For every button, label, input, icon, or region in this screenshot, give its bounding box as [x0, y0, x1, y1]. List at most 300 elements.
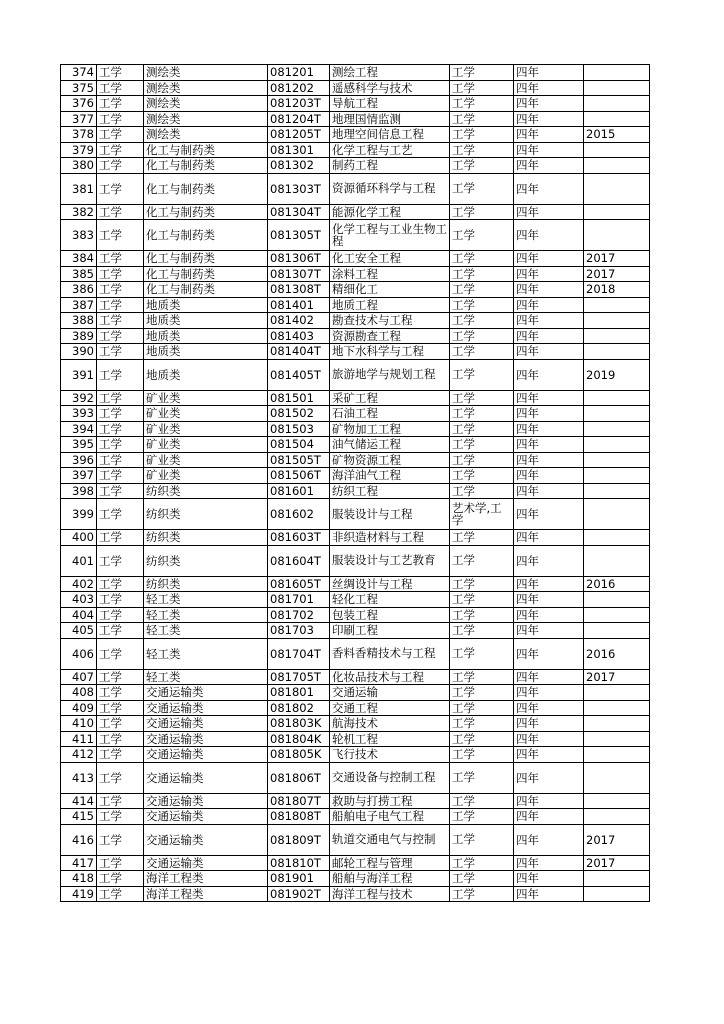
cell-category: 海洋工程类: [144, 886, 268, 902]
cell-seq-no: 390: [61, 344, 97, 360]
cell-year-added: [584, 220, 650, 251]
cell-category: 海洋工程类: [144, 871, 268, 887]
cell-duration: 四年: [514, 623, 584, 639]
cell-year-added: [584, 731, 650, 747]
table-row: [61, 220, 650, 251]
cell-major-code: 081501: [268, 390, 330, 406]
cell-category: 测绘类: [144, 111, 268, 127]
cell-category: 化工与制药类: [144, 158, 268, 174]
table-row: [61, 421, 650, 437]
table-row: [61, 111, 650, 127]
cell-major-code: 081304T: [268, 204, 330, 220]
cell-seq-no: 416: [61, 824, 97, 855]
cell-discipline: 工学: [97, 96, 144, 112]
cell-major-code: 081604T: [268, 545, 330, 576]
cell-seq-no: 405: [61, 623, 97, 639]
cell-degree: 工学: [450, 747, 514, 763]
cell-year-added: [584, 700, 650, 716]
cell-seq-no: 408: [61, 685, 97, 701]
cell-seq-no: 385: [61, 266, 97, 282]
cell-major-code: 081502: [268, 406, 330, 422]
cell-discipline: 工学: [97, 886, 144, 902]
cell-duration: 四年: [514, 809, 584, 825]
table-body: [61, 65, 650, 902]
cell-major-name: 丝绸设计与工程: [330, 576, 450, 592]
cell-discipline: 工学: [97, 530, 144, 546]
cell-seq-no: 413: [61, 762, 97, 793]
cell-major-name: 香料香精技术与工程: [330, 638, 450, 669]
cell-degree: 工学: [450, 685, 514, 701]
cell-major-name: 化学工程与工艺: [330, 142, 450, 158]
cell-degree: 工学: [450, 483, 514, 499]
cell-category: 轻工类: [144, 623, 268, 639]
cell-major-name: 矿物加工工程: [330, 421, 450, 437]
cell-major-name: 印刷工程: [330, 623, 450, 639]
cell-duration: 四年: [514, 762, 584, 793]
cell-seq-no: 414: [61, 793, 97, 809]
cell-category: 化工与制药类: [144, 142, 268, 158]
cell-year-added: [584, 142, 650, 158]
cell-seq-no: 384: [61, 251, 97, 267]
cell-major-name: 救助与打捞工程: [330, 793, 450, 809]
cell-seq-no: 404: [61, 607, 97, 623]
cell-major-code: 081806T: [268, 762, 330, 793]
table-row: [61, 809, 650, 825]
cell-degree: 工学: [450, 390, 514, 406]
cell-category: 化工与制药类: [144, 282, 268, 298]
cell-discipline: 工学: [97, 623, 144, 639]
cell-discipline: 工学: [97, 855, 144, 871]
cell-degree: 工学: [450, 359, 514, 390]
cell-year-added: 2017: [584, 251, 650, 267]
cell-major-name: 非织造材料与工程: [330, 530, 450, 546]
cell-major-code: 081301: [268, 142, 330, 158]
cell-category: 地质类: [144, 359, 268, 390]
cell-degree: 工学: [450, 328, 514, 344]
cell-major-code: 081307T: [268, 266, 330, 282]
cell-degree: 工学: [450, 592, 514, 608]
cell-degree: 工学: [450, 886, 514, 902]
cell-seq-no: 387: [61, 297, 97, 313]
cell-degree: 工学: [450, 204, 514, 220]
cell-degree: 工学: [450, 344, 514, 360]
table-row: [61, 685, 650, 701]
cell-seq-no: 379: [61, 142, 97, 158]
table-row: [61, 437, 650, 453]
cell-major-code: 081702: [268, 607, 330, 623]
cell-discipline: 工学: [97, 793, 144, 809]
cell-duration: 四年: [514, 685, 584, 701]
cell-major-code: 081603T: [268, 530, 330, 546]
table-row: [61, 282, 650, 298]
cell-major-code: 081403: [268, 328, 330, 344]
cell-discipline: 工学: [97, 344, 144, 360]
table-row: [61, 96, 650, 112]
cell-major-code: 081303T: [268, 173, 330, 204]
cell-major-name: 邮轮工程与管理: [330, 855, 450, 871]
cell-major-code: 081401: [268, 297, 330, 313]
cell-seq-no: 401: [61, 545, 97, 576]
cell-degree: 工学: [450, 468, 514, 484]
cell-seq-no: 410: [61, 716, 97, 732]
cell-seq-no: 393: [61, 406, 97, 422]
cell-discipline: 工学: [97, 499, 144, 530]
cell-year-added: [584, 886, 650, 902]
cell-category: 轻工类: [144, 638, 268, 669]
cell-discipline: 工学: [97, 266, 144, 282]
cell-degree: 工学: [450, 80, 514, 96]
cell-major-code: 081703: [268, 623, 330, 639]
cell-category: 交通运输类: [144, 824, 268, 855]
cell-major-code: 081203T: [268, 96, 330, 112]
cell-degree: 工学: [450, 173, 514, 204]
table-row: [61, 855, 650, 871]
cell-duration: 四年: [514, 824, 584, 855]
cell-seq-no: 412: [61, 747, 97, 763]
cell-degree: 工学: [450, 607, 514, 623]
cell-year-added: [584, 158, 650, 174]
cell-seq-no: 411: [61, 731, 97, 747]
cell-year-added: [584, 747, 650, 763]
table-row: [61, 359, 650, 390]
cell-seq-no: 397: [61, 468, 97, 484]
cell-year-added: [584, 297, 650, 313]
cell-duration: 四年: [514, 328, 584, 344]
cell-major-code: 081202: [268, 80, 330, 96]
cell-degree: 工学: [450, 452, 514, 468]
table-row: [61, 607, 650, 623]
table-row: [61, 623, 650, 639]
cell-seq-no: 419: [61, 886, 97, 902]
cell-category: 化工与制药类: [144, 266, 268, 282]
cell-duration: 四年: [514, 142, 584, 158]
cell-degree: 工学: [450, 142, 514, 158]
cell-duration: 四年: [514, 313, 584, 329]
cell-seq-no: 395: [61, 437, 97, 453]
cell-seq-no: 396: [61, 452, 97, 468]
cell-major-name: 地下水科学与工程: [330, 344, 450, 360]
cell-category: 交通运输类: [144, 747, 268, 763]
cell-category: 矿业类: [144, 406, 268, 422]
cell-year-added: [584, 452, 650, 468]
cell-major-name: 制药工程: [330, 158, 450, 174]
cell-major-code: 081404T: [268, 344, 330, 360]
cell-duration: 四年: [514, 468, 584, 484]
cell-seq-no: 382: [61, 204, 97, 220]
cell-duration: 四年: [514, 406, 584, 422]
cell-degree: 工学: [450, 437, 514, 453]
cell-degree: 工学: [450, 545, 514, 576]
cell-major-name: 涂料工程: [330, 266, 450, 282]
cell-category: 化工与制药类: [144, 173, 268, 204]
cell-duration: 四年: [514, 127, 584, 143]
cell-discipline: 工学: [97, 251, 144, 267]
cell-major-code: 081205T: [268, 127, 330, 143]
cell-year-added: [584, 421, 650, 437]
cell-major-name: 航海技术: [330, 716, 450, 732]
table-row: [61, 871, 650, 887]
cell-major-name: 矿物资源工程: [330, 452, 450, 468]
cell-seq-no: 394: [61, 421, 97, 437]
cell-duration: 四年: [514, 530, 584, 546]
cell-category: 纺织类: [144, 483, 268, 499]
cell-duration: 四年: [514, 576, 584, 592]
cell-degree: 工学: [450, 669, 514, 685]
cell-duration: 四年: [514, 483, 584, 499]
cell-category: 交通运输类: [144, 716, 268, 732]
cell-seq-no: 378: [61, 127, 97, 143]
cell-degree: 工学: [450, 638, 514, 669]
cell-year-added: [584, 344, 650, 360]
cell-duration: 四年: [514, 251, 584, 267]
cell-major-code: 081802: [268, 700, 330, 716]
cell-year-added: [584, 809, 650, 825]
table-row: [61, 452, 650, 468]
cell-discipline: 工学: [97, 328, 144, 344]
cell-duration: 四年: [514, 390, 584, 406]
cell-category: 轻工类: [144, 607, 268, 623]
table-row: [61, 592, 650, 608]
cell-duration: 四年: [514, 344, 584, 360]
cell-seq-no: 409: [61, 700, 97, 716]
cell-major-code: 081807T: [268, 793, 330, 809]
table-row: [61, 716, 650, 732]
cell-category: 交通运输类: [144, 762, 268, 793]
table-row: [61, 328, 650, 344]
cell-discipline: 工学: [97, 359, 144, 390]
table-row: [61, 576, 650, 592]
cell-category: 测绘类: [144, 127, 268, 143]
cell-seq-no: 374: [61, 65, 97, 81]
cell-duration: 四年: [514, 359, 584, 390]
cell-major-code: 081704T: [268, 638, 330, 669]
cell-degree: 艺术学,工学: [450, 499, 514, 530]
cell-category: 矿业类: [144, 390, 268, 406]
cell-discipline: 工学: [97, 638, 144, 669]
cell-degree: 工学: [450, 809, 514, 825]
cell-seq-no: 381: [61, 173, 97, 204]
cell-major-code: 081506T: [268, 468, 330, 484]
cell-major-name: 采矿工程: [330, 390, 450, 406]
cell-discipline: 工学: [97, 282, 144, 298]
cell-seq-no: 417: [61, 855, 97, 871]
cell-degree: 工学: [450, 793, 514, 809]
cell-major-name: 交通设备与控制工程: [330, 762, 450, 793]
cell-major-name: 交通工程: [330, 700, 450, 716]
cell-discipline: 工学: [97, 390, 144, 406]
cell-major-name: 资源勘查工程: [330, 328, 450, 344]
cell-degree: 工学: [450, 65, 514, 81]
cell-seq-no: 383: [61, 220, 97, 251]
cell-discipline: 工学: [97, 452, 144, 468]
cell-year-added: [584, 623, 650, 639]
cell-seq-no: 398: [61, 483, 97, 499]
cell-degree: 工学: [450, 127, 514, 143]
cell-seq-no: 392: [61, 390, 97, 406]
major-catalog-table: [60, 64, 650, 902]
cell-major-name: 精细化工: [330, 282, 450, 298]
cell-discipline: 工学: [97, 142, 144, 158]
cell-seq-no: 399: [61, 499, 97, 530]
table-row: [61, 731, 650, 747]
cell-major-code: 081810T: [268, 855, 330, 871]
cell-year-added: 2017: [584, 266, 650, 282]
cell-major-name: 服装设计与工程: [330, 499, 450, 530]
cell-discipline: 工学: [97, 576, 144, 592]
cell-major-name: 地质工程: [330, 297, 450, 313]
cell-discipline: 工学: [97, 80, 144, 96]
cell-major-name: 旅游地学与规划工程: [330, 359, 450, 390]
cell-year-added: [584, 111, 650, 127]
cell-discipline: 工学: [97, 406, 144, 422]
cell-discipline: 工学: [97, 204, 144, 220]
cell-category: 矿业类: [144, 468, 268, 484]
cell-category: 交通运输类: [144, 685, 268, 701]
cell-duration: 四年: [514, 421, 584, 437]
cell-degree: 工学: [450, 530, 514, 546]
cell-year-added: [584, 871, 650, 887]
cell-discipline: 工学: [97, 747, 144, 763]
cell-seq-no: 380: [61, 158, 97, 174]
cell-duration: 四年: [514, 871, 584, 887]
cell-major-code: 081602: [268, 499, 330, 530]
cell-major-code: 081405T: [268, 359, 330, 390]
cell-discipline: 工学: [97, 545, 144, 576]
cell-major-name: 轻化工程: [330, 592, 450, 608]
table-row: [61, 886, 650, 902]
cell-seq-no: 402: [61, 576, 97, 592]
table-row: [61, 142, 650, 158]
cell-major-name: 海洋油气工程: [330, 468, 450, 484]
cell-seq-no: 391: [61, 359, 97, 390]
cell-discipline: 工学: [97, 220, 144, 251]
cell-category: 化工与制药类: [144, 220, 268, 251]
table-row: [61, 747, 650, 763]
cell-duration: 四年: [514, 886, 584, 902]
table-row: [61, 80, 650, 96]
cell-degree: 工学: [450, 282, 514, 298]
cell-duration: 四年: [514, 607, 584, 623]
cell-degree: 工学: [450, 731, 514, 747]
cell-discipline: 工学: [97, 483, 144, 499]
table-row: [61, 762, 650, 793]
cell-duration: 四年: [514, 669, 584, 685]
cell-year-added: 2018: [584, 282, 650, 298]
cell-major-code: 081308T: [268, 282, 330, 298]
cell-discipline: 工学: [97, 297, 144, 313]
table-row: [61, 65, 650, 81]
cell-discipline: 工学: [97, 607, 144, 623]
table-row: [61, 266, 650, 282]
cell-year-added: [584, 530, 650, 546]
cell-major-name: 海洋工程与技术: [330, 886, 450, 902]
cell-duration: 四年: [514, 499, 584, 530]
cell-major-code: 081901: [268, 871, 330, 887]
cell-category: 测绘类: [144, 65, 268, 81]
cell-duration: 四年: [514, 96, 584, 112]
cell-major-name: 船舶电子电气工程: [330, 809, 450, 825]
cell-duration: 四年: [514, 747, 584, 763]
cell-major-name: 飞行技术: [330, 747, 450, 763]
cell-category: 测绘类: [144, 80, 268, 96]
cell-year-added: 2017: [584, 855, 650, 871]
cell-duration: 四年: [514, 700, 584, 716]
cell-major-name: 纺织工程: [330, 483, 450, 499]
cell-year-added: 2017: [584, 824, 650, 855]
cell-major-code: 081402: [268, 313, 330, 329]
cell-major-code: 081201: [268, 65, 330, 81]
cell-duration: 四年: [514, 65, 584, 81]
cell-degree: 工学: [450, 871, 514, 887]
cell-seq-no: 375: [61, 80, 97, 96]
cell-category: 矿业类: [144, 452, 268, 468]
cell-category: 地质类: [144, 297, 268, 313]
cell-year-added: 2019: [584, 359, 650, 390]
cell-degree: 工学: [450, 406, 514, 422]
table-row: [61, 483, 650, 499]
cell-major-name: 遥感科学与技术: [330, 80, 450, 96]
cell-discipline: 工学: [97, 421, 144, 437]
cell-category: 交通运输类: [144, 809, 268, 825]
cell-category: 地质类: [144, 328, 268, 344]
cell-major-name: 勘查技术与工程: [330, 313, 450, 329]
cell-discipline: 工学: [97, 700, 144, 716]
cell-degree: 工学: [450, 251, 514, 267]
cell-category: 矿业类: [144, 421, 268, 437]
cell-seq-no: 386: [61, 282, 97, 298]
cell-degree: 工学: [450, 158, 514, 174]
cell-year-added: [584, 592, 650, 608]
cell-duration: 四年: [514, 545, 584, 576]
cell-category: 轻工类: [144, 669, 268, 685]
table-row: [61, 204, 650, 220]
cell-seq-no: 415: [61, 809, 97, 825]
cell-degree: 工学: [450, 96, 514, 112]
cell-category: 化工与制药类: [144, 204, 268, 220]
cell-major-code: 081701: [268, 592, 330, 608]
table-row: [61, 530, 650, 546]
table-row: [61, 390, 650, 406]
cell-degree: 工学: [450, 824, 514, 855]
cell-year-added: [584, 685, 650, 701]
cell-major-name: 轨道交通电气与控制: [330, 824, 450, 855]
cell-discipline: 工学: [97, 127, 144, 143]
cell-category: 矿业类: [144, 437, 268, 453]
cell-major-code: 081306T: [268, 251, 330, 267]
cell-degree: 工学: [450, 297, 514, 313]
cell-major-name: 化学工程与工业生物工程: [330, 220, 450, 251]
cell-major-name: 交通运输: [330, 685, 450, 701]
cell-category: 交通运输类: [144, 731, 268, 747]
cell-category: 交通运输类: [144, 855, 268, 871]
cell-year-added: [584, 437, 650, 453]
cell-degree: 工学: [450, 623, 514, 639]
cell-year-added: [584, 468, 650, 484]
cell-major-name: 地理空间信息工程: [330, 127, 450, 143]
table-row: [61, 158, 650, 174]
cell-discipline: 工学: [97, 173, 144, 204]
cell-degree: 工学: [450, 700, 514, 716]
cell-major-name: 化妆品技术与工程: [330, 669, 450, 685]
table-row: [61, 638, 650, 669]
cell-year-added: [584, 607, 650, 623]
cell-major-code: 081805K: [268, 747, 330, 763]
table-row: [61, 669, 650, 685]
cell-major-code: 081804K: [268, 731, 330, 747]
cell-duration: 四年: [514, 282, 584, 298]
cell-year-added: [584, 483, 650, 499]
cell-year-added: [584, 390, 650, 406]
